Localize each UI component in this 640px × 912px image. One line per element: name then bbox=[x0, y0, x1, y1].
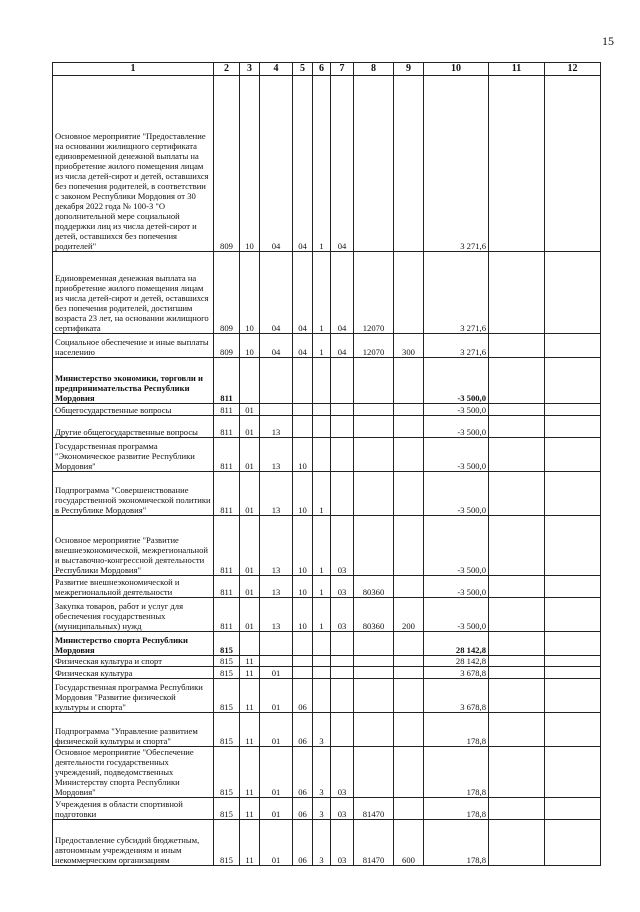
cell-c6 bbox=[313, 667, 331, 679]
cell-c3: 11 bbox=[240, 747, 260, 798]
cell-c2: 815 bbox=[214, 820, 240, 866]
cell-c10: 28 142,8 bbox=[424, 632, 489, 656]
cell-c10: -3 500,0 bbox=[424, 438, 489, 472]
cell-c11 bbox=[489, 656, 545, 667]
table-row bbox=[53, 632, 601, 656]
cell-c4: 01 bbox=[260, 679, 293, 713]
table-row bbox=[53, 656, 601, 667]
cell-c8 bbox=[354, 632, 394, 656]
table-row bbox=[53, 598, 601, 632]
cell-c8 bbox=[354, 416, 394, 438]
row-name-cell: Другие общегосударственные вопросы bbox=[53, 416, 214, 438]
cell-c4: 04 bbox=[260, 76, 293, 252]
cell-c12 bbox=[545, 679, 601, 713]
cell-c9 bbox=[394, 516, 424, 576]
cell-c5: 06 bbox=[293, 798, 313, 820]
cell-c2: 811 bbox=[214, 404, 240, 416]
cell-c2: 815 bbox=[214, 667, 240, 679]
cell-c6: 1 bbox=[313, 252, 331, 334]
cell-c5: 10 bbox=[293, 438, 313, 472]
table-row bbox=[53, 334, 601, 358]
cell-c12 bbox=[545, 632, 601, 656]
cell-c12 bbox=[545, 667, 601, 679]
table-row bbox=[53, 516, 601, 576]
cell-c2: 815 bbox=[214, 798, 240, 820]
cell-c8: 12070 bbox=[354, 252, 394, 334]
cell-c12 bbox=[545, 404, 601, 416]
row-name-cell: Развитие внешнеэкономической и межрегиональной деятельности bbox=[53, 576, 214, 598]
cell-c10: -3 500,0 bbox=[424, 598, 489, 632]
cell-c6: 1 bbox=[313, 334, 331, 358]
cell-c5 bbox=[293, 667, 313, 679]
cell-c9 bbox=[394, 416, 424, 438]
cell-c5: 06 bbox=[293, 713, 313, 747]
cell-c12 bbox=[545, 598, 601, 632]
cell-c2: 811 bbox=[214, 576, 240, 598]
cell-c3: 11 bbox=[240, 798, 260, 820]
cell-c6: 1 bbox=[313, 598, 331, 632]
row-name-cell: Социальное обеспечение и иные выплаты населению bbox=[53, 334, 214, 358]
cell-c9 bbox=[394, 798, 424, 820]
cell-c5: 06 bbox=[293, 679, 313, 713]
table-body bbox=[53, 76, 601, 866]
cell-c12 bbox=[545, 747, 601, 798]
cell-c3: 01 bbox=[240, 576, 260, 598]
cell-c2: 815 bbox=[214, 713, 240, 747]
header-row bbox=[53, 63, 601, 76]
cell-c4: 13 bbox=[260, 438, 293, 472]
cell-c8 bbox=[354, 679, 394, 713]
row-name-cell: Единовременная денежная выплата на приобретение жилого помещения лицам из числа детей-сирот и детей, оставшихся без попечения родителей, достигшим возраста 23 лет, на основании жилищного сертификата bbox=[53, 252, 214, 334]
row-name-cell: Основное мероприятие "Развитие внешнеэкономической, межрегиональной и выставочно-конгрессной деятельности Республики Мордовия" bbox=[53, 516, 214, 576]
cell-c7: 03 bbox=[331, 598, 354, 632]
table-row bbox=[53, 404, 601, 416]
cell-c9 bbox=[394, 76, 424, 252]
cell-c12 bbox=[545, 438, 601, 472]
cell-c6: 3 bbox=[313, 820, 331, 866]
cell-c4: 13 bbox=[260, 472, 293, 516]
cell-c12 bbox=[545, 820, 601, 866]
column-header: 1 bbox=[53, 63, 214, 76]
column-header: 8 bbox=[354, 63, 394, 76]
cell-c5 bbox=[293, 404, 313, 416]
cell-c9 bbox=[394, 252, 424, 334]
cell-c9: 600 bbox=[394, 820, 424, 866]
cell-c5 bbox=[293, 656, 313, 667]
cell-c11 bbox=[489, 472, 545, 516]
cell-c8: 12070 bbox=[354, 334, 394, 358]
cell-c10: -3 500,0 bbox=[424, 472, 489, 516]
cell-c3: 10 bbox=[240, 76, 260, 252]
table-row bbox=[53, 747, 601, 798]
cell-c9 bbox=[394, 667, 424, 679]
cell-c3: 11 bbox=[240, 656, 260, 667]
cell-c10: 3 678,8 bbox=[424, 667, 489, 679]
cell-c9 bbox=[394, 656, 424, 667]
cell-c5: 06 bbox=[293, 820, 313, 866]
cell-c10: -3 500,0 bbox=[424, 404, 489, 416]
column-header: 2 bbox=[214, 63, 240, 76]
cell-c7 bbox=[331, 679, 354, 713]
cell-c4: 13 bbox=[260, 576, 293, 598]
cell-c5 bbox=[293, 416, 313, 438]
cell-c8: 81470 bbox=[354, 820, 394, 866]
cell-c6: 3 bbox=[313, 798, 331, 820]
cell-c8 bbox=[354, 472, 394, 516]
cell-c9 bbox=[394, 713, 424, 747]
cell-c3: 01 bbox=[240, 416, 260, 438]
cell-c5: 04 bbox=[293, 334, 313, 358]
cell-c3: 01 bbox=[240, 472, 260, 516]
cell-c5: 04 bbox=[293, 252, 313, 334]
column-header: 7 bbox=[331, 63, 354, 76]
cell-c4: 04 bbox=[260, 252, 293, 334]
cell-c4: 04 bbox=[260, 334, 293, 358]
cell-c12 bbox=[545, 252, 601, 334]
cell-c11 bbox=[489, 404, 545, 416]
cell-c10: -3 500,0 bbox=[424, 416, 489, 438]
cell-c10: 178,8 bbox=[424, 713, 489, 747]
cell-c5: 10 bbox=[293, 598, 313, 632]
cell-c7 bbox=[331, 667, 354, 679]
row-name-cell: Государственная программа "Экономическое развитие Республики Мордовия" bbox=[53, 438, 214, 472]
cell-c5: 06 bbox=[293, 747, 313, 798]
cell-c10: 3 271,6 bbox=[424, 252, 489, 334]
table-row bbox=[53, 438, 601, 472]
budget-table bbox=[52, 62, 601, 866]
cell-c2: 811 bbox=[214, 598, 240, 632]
cell-c6: 1 bbox=[313, 472, 331, 516]
cell-c6: 3 bbox=[313, 747, 331, 798]
cell-c9 bbox=[394, 438, 424, 472]
column-header: 10 bbox=[424, 63, 489, 76]
cell-c11 bbox=[489, 747, 545, 798]
cell-c9 bbox=[394, 747, 424, 798]
cell-c7: 03 bbox=[331, 747, 354, 798]
cell-c10: 178,8 bbox=[424, 798, 489, 820]
cell-c10: 178,8 bbox=[424, 747, 489, 798]
cell-c4: 13 bbox=[260, 598, 293, 632]
column-header: 11 bbox=[489, 63, 545, 76]
table-row bbox=[53, 576, 601, 598]
cell-c4: 01 bbox=[260, 820, 293, 866]
cell-c6 bbox=[313, 404, 331, 416]
cell-c4: 13 bbox=[260, 516, 293, 576]
cell-c6: 1 bbox=[313, 516, 331, 576]
cell-c4: 01 bbox=[260, 798, 293, 820]
cell-c9 bbox=[394, 358, 424, 404]
cell-c7 bbox=[331, 472, 354, 516]
cell-c11 bbox=[489, 76, 545, 252]
cell-c11 bbox=[489, 798, 545, 820]
cell-c7: 03 bbox=[331, 576, 354, 598]
cell-c8: 80360 bbox=[354, 598, 394, 632]
cell-c10: 178,8 bbox=[424, 820, 489, 866]
cell-c11 bbox=[489, 416, 545, 438]
table-row bbox=[53, 76, 601, 252]
cell-c12 bbox=[545, 472, 601, 516]
cell-c10: -3 500,0 bbox=[424, 516, 489, 576]
row-name-cell: Министерство экономики, торговли и предпринимательства Республики Мордовия bbox=[53, 358, 214, 404]
cell-c3: 11 bbox=[240, 667, 260, 679]
table-header bbox=[53, 63, 601, 76]
cell-c7: 04 bbox=[331, 252, 354, 334]
row-name-cell: Физическая культура bbox=[53, 667, 214, 679]
cell-c2: 811 bbox=[214, 472, 240, 516]
row-name-cell: Подпрограмма "Совершенствование государственной экономической политики в Республике Мордовия" bbox=[53, 472, 214, 516]
row-name-cell: Основное мероприятие "Предоставление на основании жилищного сертификата единовременной денежной выплаты на приобретение жилого помещения лицам из числа детей-сирот и детей, оставшихся без попечения родителей, в соответствии с законом Республики Мордовия от 30 декабря 2022 года № 100-З "О дополнительной мере социальной поддержки лиц из числа детей-сирот и детей, оставшихся без попечения родителей" bbox=[53, 76, 214, 252]
cell-c9: 300 bbox=[394, 334, 424, 358]
table-row bbox=[53, 679, 601, 713]
cell-c11 bbox=[489, 632, 545, 656]
cell-c9: 200 bbox=[394, 598, 424, 632]
cell-c8 bbox=[354, 713, 394, 747]
cell-c2: 811 bbox=[214, 438, 240, 472]
cell-c10: -3 500,0 bbox=[424, 358, 489, 404]
cell-c10: 28 142,8 bbox=[424, 656, 489, 667]
cell-c11 bbox=[489, 713, 545, 747]
cell-c9 bbox=[394, 472, 424, 516]
cell-c6 bbox=[313, 358, 331, 404]
cell-c12 bbox=[545, 576, 601, 598]
row-name-cell: Подпрограмма "Управление развитием физической культуры и спорта" bbox=[53, 713, 214, 747]
cell-c7: 04 bbox=[331, 334, 354, 358]
cell-c7: 03 bbox=[331, 516, 354, 576]
cell-c12 bbox=[545, 416, 601, 438]
cell-c4 bbox=[260, 632, 293, 656]
row-name-cell: Учреждения в области спортивной подготовки bbox=[53, 798, 214, 820]
cell-c12 bbox=[545, 76, 601, 252]
cell-c3: 10 bbox=[240, 252, 260, 334]
cell-c3: 11 bbox=[240, 679, 260, 713]
cell-c9 bbox=[394, 632, 424, 656]
cell-c8: 80360 bbox=[354, 576, 394, 598]
cell-c8 bbox=[354, 667, 394, 679]
row-name-cell: Государственная программа Республики Мордовия "Развитие физической культуры и спорта" bbox=[53, 679, 214, 713]
cell-c8 bbox=[354, 516, 394, 576]
cell-c2: 815 bbox=[214, 656, 240, 667]
cell-c6: 1 bbox=[313, 76, 331, 252]
cell-c12 bbox=[545, 713, 601, 747]
cell-c11 bbox=[489, 820, 545, 866]
column-header: 12 bbox=[545, 63, 601, 76]
cell-c3: 01 bbox=[240, 516, 260, 576]
cell-c10: 3 271,6 bbox=[424, 334, 489, 358]
cell-c7 bbox=[331, 404, 354, 416]
cell-c5: 10 bbox=[293, 516, 313, 576]
cell-c3: 01 bbox=[240, 438, 260, 472]
cell-c4: 01 bbox=[260, 713, 293, 747]
cell-c6: 1 bbox=[313, 576, 331, 598]
cell-c11 bbox=[489, 516, 545, 576]
column-header: 3 bbox=[240, 63, 260, 76]
cell-c9 bbox=[394, 404, 424, 416]
cell-c7 bbox=[331, 358, 354, 404]
cell-c4: 01 bbox=[260, 667, 293, 679]
table-row bbox=[53, 798, 601, 820]
cell-c6 bbox=[313, 438, 331, 472]
cell-c8 bbox=[354, 438, 394, 472]
cell-c12 bbox=[545, 798, 601, 820]
cell-c10: -3 500,0 bbox=[424, 576, 489, 598]
table-row bbox=[53, 252, 601, 334]
row-name-cell: Министерство спорта Республики Мордовия bbox=[53, 632, 214, 656]
cell-c2: 815 bbox=[214, 632, 240, 656]
column-header: 9 bbox=[394, 63, 424, 76]
cell-c6 bbox=[313, 416, 331, 438]
cell-c11 bbox=[489, 438, 545, 472]
table-row bbox=[53, 416, 601, 438]
cell-c3: 11 bbox=[240, 713, 260, 747]
cell-c2: 809 bbox=[214, 252, 240, 334]
cell-c6 bbox=[313, 656, 331, 667]
cell-c12 bbox=[545, 656, 601, 667]
cell-c7: 03 bbox=[331, 820, 354, 866]
cell-c2: 811 bbox=[214, 416, 240, 438]
cell-c8 bbox=[354, 76, 394, 252]
table-row bbox=[53, 358, 601, 404]
cell-c4 bbox=[260, 358, 293, 404]
cell-c7 bbox=[331, 438, 354, 472]
cell-c7 bbox=[331, 416, 354, 438]
cell-c2: 809 bbox=[214, 334, 240, 358]
column-header: 6 bbox=[313, 63, 331, 76]
cell-c7: 03 bbox=[331, 798, 354, 820]
cell-c9 bbox=[394, 576, 424, 598]
cell-c6: 3 bbox=[313, 713, 331, 747]
cell-c8 bbox=[354, 358, 394, 404]
cell-c11 bbox=[489, 576, 545, 598]
cell-c8: 81470 bbox=[354, 798, 394, 820]
column-header: 4 bbox=[260, 63, 293, 76]
cell-c9 bbox=[394, 679, 424, 713]
page-number: 15 bbox=[602, 34, 614, 48]
cell-c5: 10 bbox=[293, 472, 313, 516]
table-row bbox=[53, 472, 601, 516]
cell-c4: 01 bbox=[260, 747, 293, 798]
cell-c5 bbox=[293, 632, 313, 656]
cell-c11 bbox=[489, 598, 545, 632]
row-name-cell: Закупка товаров, работ и услуг для обеспечения государственных (муниципальных) нужд bbox=[53, 598, 214, 632]
column-header: 5 bbox=[293, 63, 313, 76]
row-name-cell: Общегосударственные вопросы bbox=[53, 404, 214, 416]
cell-c10: 3 271,6 bbox=[424, 76, 489, 252]
table-row bbox=[53, 667, 601, 679]
table-row bbox=[53, 820, 601, 866]
cell-c11 bbox=[489, 252, 545, 334]
cell-c6 bbox=[313, 632, 331, 656]
cell-c12 bbox=[545, 516, 601, 576]
cell-c2: 815 bbox=[214, 747, 240, 798]
cell-c3: 10 bbox=[240, 334, 260, 358]
cell-c3 bbox=[240, 358, 260, 404]
cell-c8 bbox=[354, 656, 394, 667]
cell-c5: 04 bbox=[293, 76, 313, 252]
cell-c4: 13 bbox=[260, 416, 293, 438]
cell-c12 bbox=[545, 358, 601, 404]
cell-c3 bbox=[240, 632, 260, 656]
cell-c11 bbox=[489, 358, 545, 404]
cell-c2: 815 bbox=[214, 679, 240, 713]
cell-c3: 01 bbox=[240, 404, 260, 416]
cell-c4 bbox=[260, 656, 293, 667]
cell-c2: 811 bbox=[214, 516, 240, 576]
cell-c7 bbox=[331, 632, 354, 656]
cell-c7 bbox=[331, 713, 354, 747]
row-name-cell: Основное мероприятие "Обеспечение деятельности государственных учреждений, подведомственных Министерству спорта Республики Мордовия" bbox=[53, 747, 214, 798]
cell-c4 bbox=[260, 404, 293, 416]
cell-c2: 809 bbox=[214, 76, 240, 252]
row-name-cell: Физическая культура и спорт bbox=[53, 656, 214, 667]
row-name-cell: Предоставление субсидий бюджетным, автономным учреждениям и иным некоммерческим организациям bbox=[53, 820, 214, 866]
cell-c6 bbox=[313, 679, 331, 713]
cell-c8 bbox=[354, 404, 394, 416]
cell-c12 bbox=[545, 334, 601, 358]
cell-c10: 3 678,8 bbox=[424, 679, 489, 713]
cell-c3: 11 bbox=[240, 820, 260, 866]
table-row bbox=[53, 713, 601, 747]
cell-c5 bbox=[293, 358, 313, 404]
cell-c8 bbox=[354, 747, 394, 798]
cell-c7 bbox=[331, 656, 354, 667]
cell-c7: 04 bbox=[331, 76, 354, 252]
cell-c5: 10 bbox=[293, 576, 313, 598]
cell-c2: 811 bbox=[214, 358, 240, 404]
cell-c11 bbox=[489, 667, 545, 679]
cell-c11 bbox=[489, 334, 545, 358]
cell-c11 bbox=[489, 679, 545, 713]
cell-c3: 01 bbox=[240, 598, 260, 632]
